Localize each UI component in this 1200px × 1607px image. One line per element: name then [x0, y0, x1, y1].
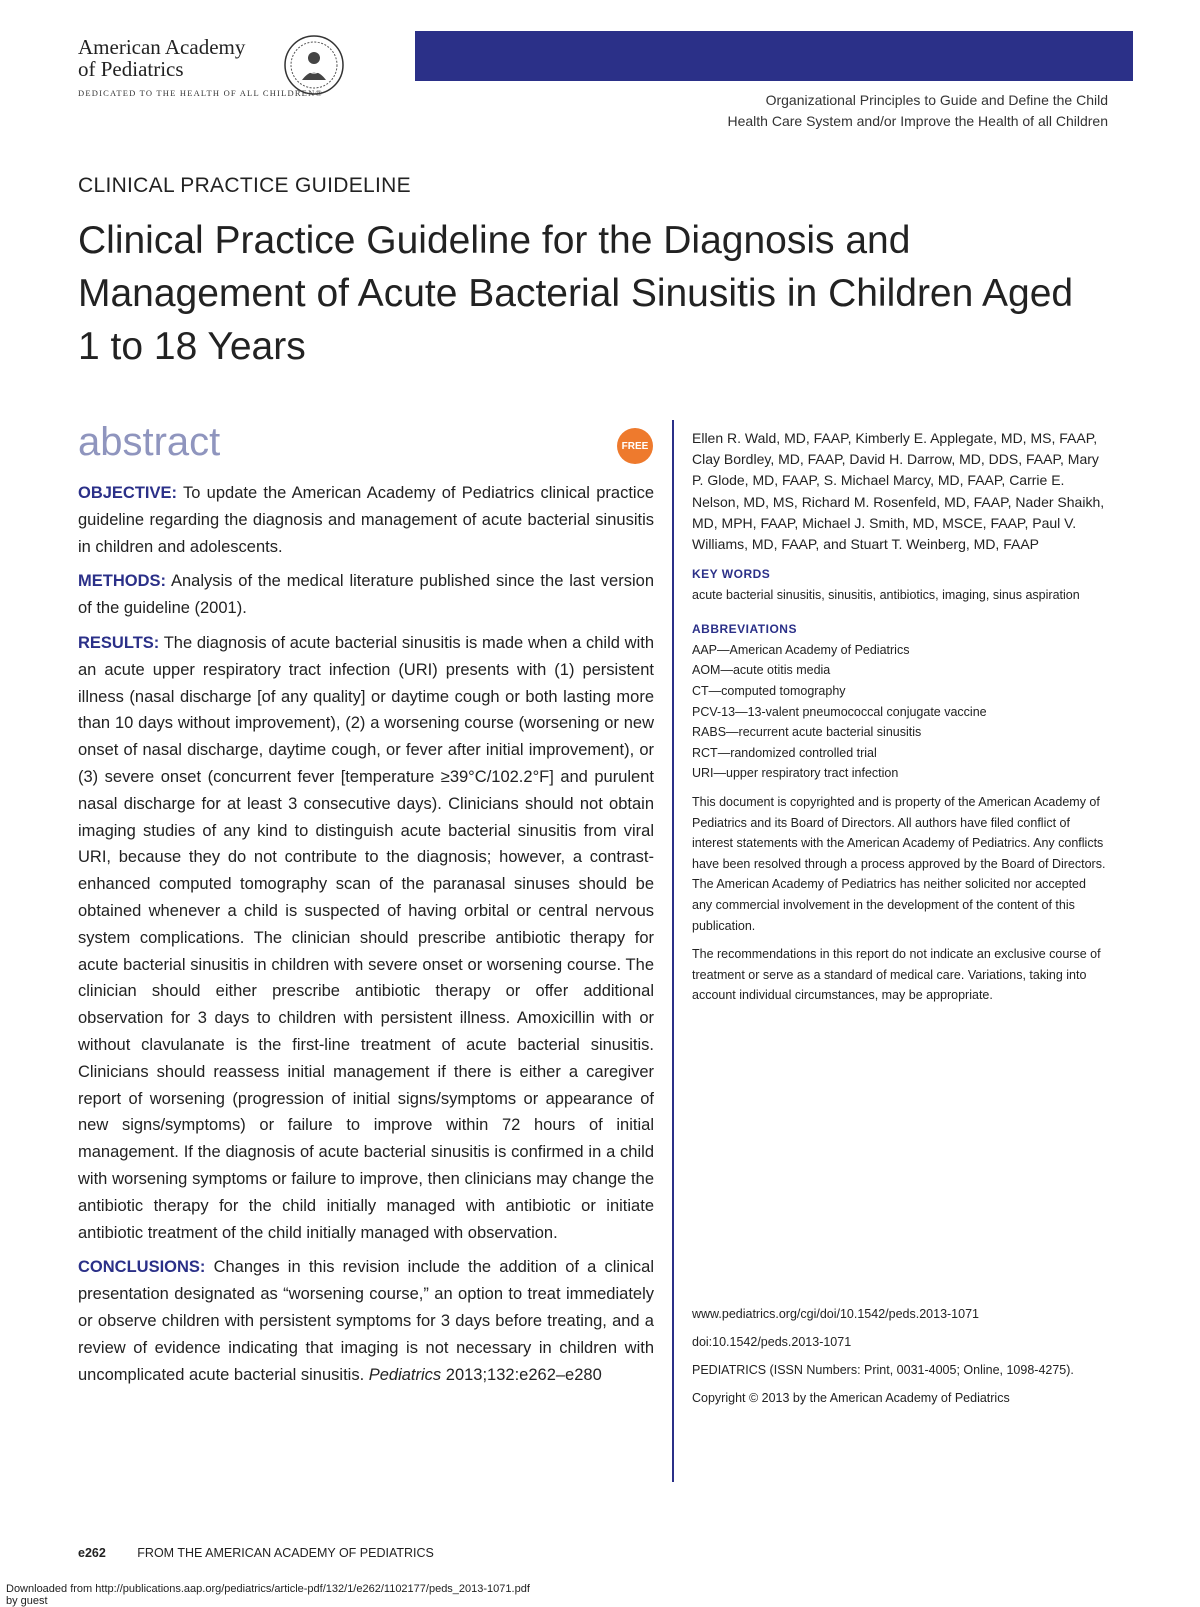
keywords-heading: KEY WORDS: [692, 567, 771, 582]
citation-journal: Pediatrics: [368, 1365, 442, 1384]
conclusions-paragraph: [78, 1254, 654, 1388]
abbreviation-item: URI—upper respiratory tract infection: [692, 766, 899, 781]
abbreviation-item: PCV-13—13-valent pneumococcal conjugate vaccine: [692, 704, 987, 719]
results-label: RESULTS:: [78, 633, 160, 652]
objective-label: OBJECTIVE:: [78, 484, 178, 502]
column-divider: [672, 420, 674, 1482]
methods-label: METHODS:: [78, 572, 166, 591]
download-line1: Downloaded from http://publications.aap.org/pediatrics/article-pdf/132/1/e262/1102177/peds_2013-1071.pdf: [6, 1583, 530, 1595]
page-footer: [78, 1546, 434, 1560]
free-badge: FREE: [617, 428, 653, 464]
download-line2: by guest: [6, 1595, 48, 1607]
abbreviation-item: RCT—randomized controlled trial: [692, 745, 877, 760]
section-kicker: CLINICAL PRACTICE GUIDELINE: [78, 174, 411, 197]
org-tagline: DEDICATED TO THE HEALTH OF ALL CHILDREN®: [78, 88, 324, 98]
recommendation-note: The recommendations in this report do not indicate an exclusive course of treatment or serve as a standard of medical care. Variations, taking into account individual circumstances, may be appropriate.: [692, 947, 1101, 1003]
methods-text: Analysis of the medical literature published since the last version of the guideline (2001).: [78, 572, 654, 618]
results-text: The diagnosis of acute bacterial sinusitis is made when a child with an acute upper respiratory tract infection (URI) presents with (1) persistent illness (nasal discharge [of any quality] or daytime cough or both lasting more than 10 days without improvement), (2) a worsening course (worsening or new onset of nasal discharge, daytime cough, or fever after initial improvement), or (3) severe onset (concurrent fever [temperature ≥39°C/102.2°F] and purulent nasal discharge for at least 3 consecutive days). Clinicians should not obtain imaging studies of any kind to distinguish acute bacterial sinusitis from viral URI, because they do not contribute to the diagnosis; however, a contrast-enhanced computed tomography scan of the paranasal sinuses should be obtained whenever a child is suspected of having orbital or central nervous system complications. The clinician should prescribe antibiotic therapy for acute bacterial sinusitis in children with severe onset or worsening course. The clinician should either prescribe antibiotic therapy or offer additional observation for 3 days to children with persistent illness. Amoxicillin with or without clavulanate is the first-line treatment of acute bacterial sinusitis. Clinicians should reassess initial management if there is either a caregiver report of worsening (progression of initial signs/symptoms or appearance of new signs/symptoms) or failure to improve within 72 hours of initial management. If the diagnosis of acute bacterial sinusitis is confirmed in a child with worsening symptoms or failure to improve, then clinicians may change the antibiotic therapy for the child initially managed with antibiotic or initiate antibiotic treatment of the child initially managed with observation.: [78, 633, 654, 1242]
header-color-bar: [415, 31, 1133, 81]
principles-line2: Health Care System and/or Improve the Health of all Children: [727, 113, 1108, 129]
sidebar: [692, 428, 1106, 1006]
abbreviation-item: RABS—recurrent acute bacterial sinusitis: [692, 725, 922, 740]
conclusions-label: CONCLUSIONS:: [78, 1258, 206, 1277]
objective-paragraph: [78, 480, 654, 560]
results-paragraph: [78, 630, 654, 1246]
conclusions-text: Changes in this revision include the addition of a clinical presentation designated as “worsening course,” an option to treat immediately or observe children with persistent symptoms for 3 days before treating, and a review of evidence indicating that imaging is not necessary in children with uncomplicated acute bacterial sinusitis.: [78, 1258, 654, 1384]
abbreviations-list: [692, 640, 1106, 784]
article-doi: doi:10.1542/peds.2013-1071: [692, 1335, 852, 1349]
abbreviation-item: AOM—acute otitis media: [692, 663, 831, 678]
keywords-text: acute bacterial sinusitis, sinusitis, antibiotics, imaging, sinus aspiration: [692, 588, 1080, 603]
issn-info: PEDIATRICS (ISSN Numbers: Print, 0031-4005; Online, 1098-4275).: [692, 1363, 1074, 1377]
methods-paragraph: [78, 568, 654, 622]
principles-line1: Organizational Principles to Guide and Define the Child: [765, 92, 1108, 108]
organizational-principles: [668, 90, 1108, 132]
aap-seal-icon: [283, 34, 345, 96]
org-name-line1: American Academy: [78, 35, 246, 59]
copyright-line: Copyright © 2013 by the American Academy of Pediatrics: [692, 1391, 1010, 1405]
abstract-heading: abstract: [78, 420, 221, 464]
abbreviation-item: CT—computed tomography: [692, 684, 846, 698]
page-number: e262: [78, 1546, 106, 1560]
article-title: Clinical Practice Guideline for the Diagnosis and Management of Acute Bacterial Sinusitis in Children Aged 1 to 18 Years: [78, 219, 1074, 368]
org-name-line2: of Pediatrics: [78, 57, 184, 81]
author-list: Ellen R. Wald, MD, FAAP, Kimberly E. Applegate, MD, MS, FAAP, Clay Bordley, MD, FAAP, David H. Darrow, MD, DDS, FAAP, Mary P. Glode, MD, FAAP, S. Michael Marcy, MD, FAAP, Carrie E. Nelson, MD, MS, Richard M. Rosenfeld, MD, FAAP, Nader Shaikh, MD, MPH, FAAP, Michael J. Smith, MD, MSCE, FAAP, Paul V. Williams, MD, FAAP, and Stuart T. Weinberg, MD, FAAP: [692, 430, 1105, 553]
footer-source: FROM THE AMERICAN ACADEMY OF PEDIATRICS: [137, 1546, 434, 1560]
objective-text: To update the American Academy of Pediatrics clinical practice guideline regarding the diagnosis and management of acute bacterial sinusitis in children and adolescents.: [78, 484, 654, 556]
article-url[interactable]: www.pediatrics.org/cgi/doi/10.1542/peds.2013-1071: [692, 1307, 979, 1321]
abbreviations-heading: ABBREVIATIONS: [692, 621, 797, 636]
abstract-body: [78, 480, 654, 1396]
download-notice: [6, 1583, 626, 1607]
publication-info: [692, 1300, 1106, 1412]
citation-rest: 2013;132:e262–e280: [441, 1365, 602, 1384]
copyright-note: This document is copyrighted and is property of the American Academy of Pediatrics and its Board of Directors. All authors have filed conflict of interest statements with the American Academy of Pediatrics. Any conflicts have been resolved through a process approved by the Board of Directors. The American Academy of Pediatrics has neither solicited nor accepted any commercial involvement in the development of the content of this publication.: [692, 794, 1106, 933]
abbreviation-item: AAP—American Academy of Pediatrics: [692, 642, 910, 657]
